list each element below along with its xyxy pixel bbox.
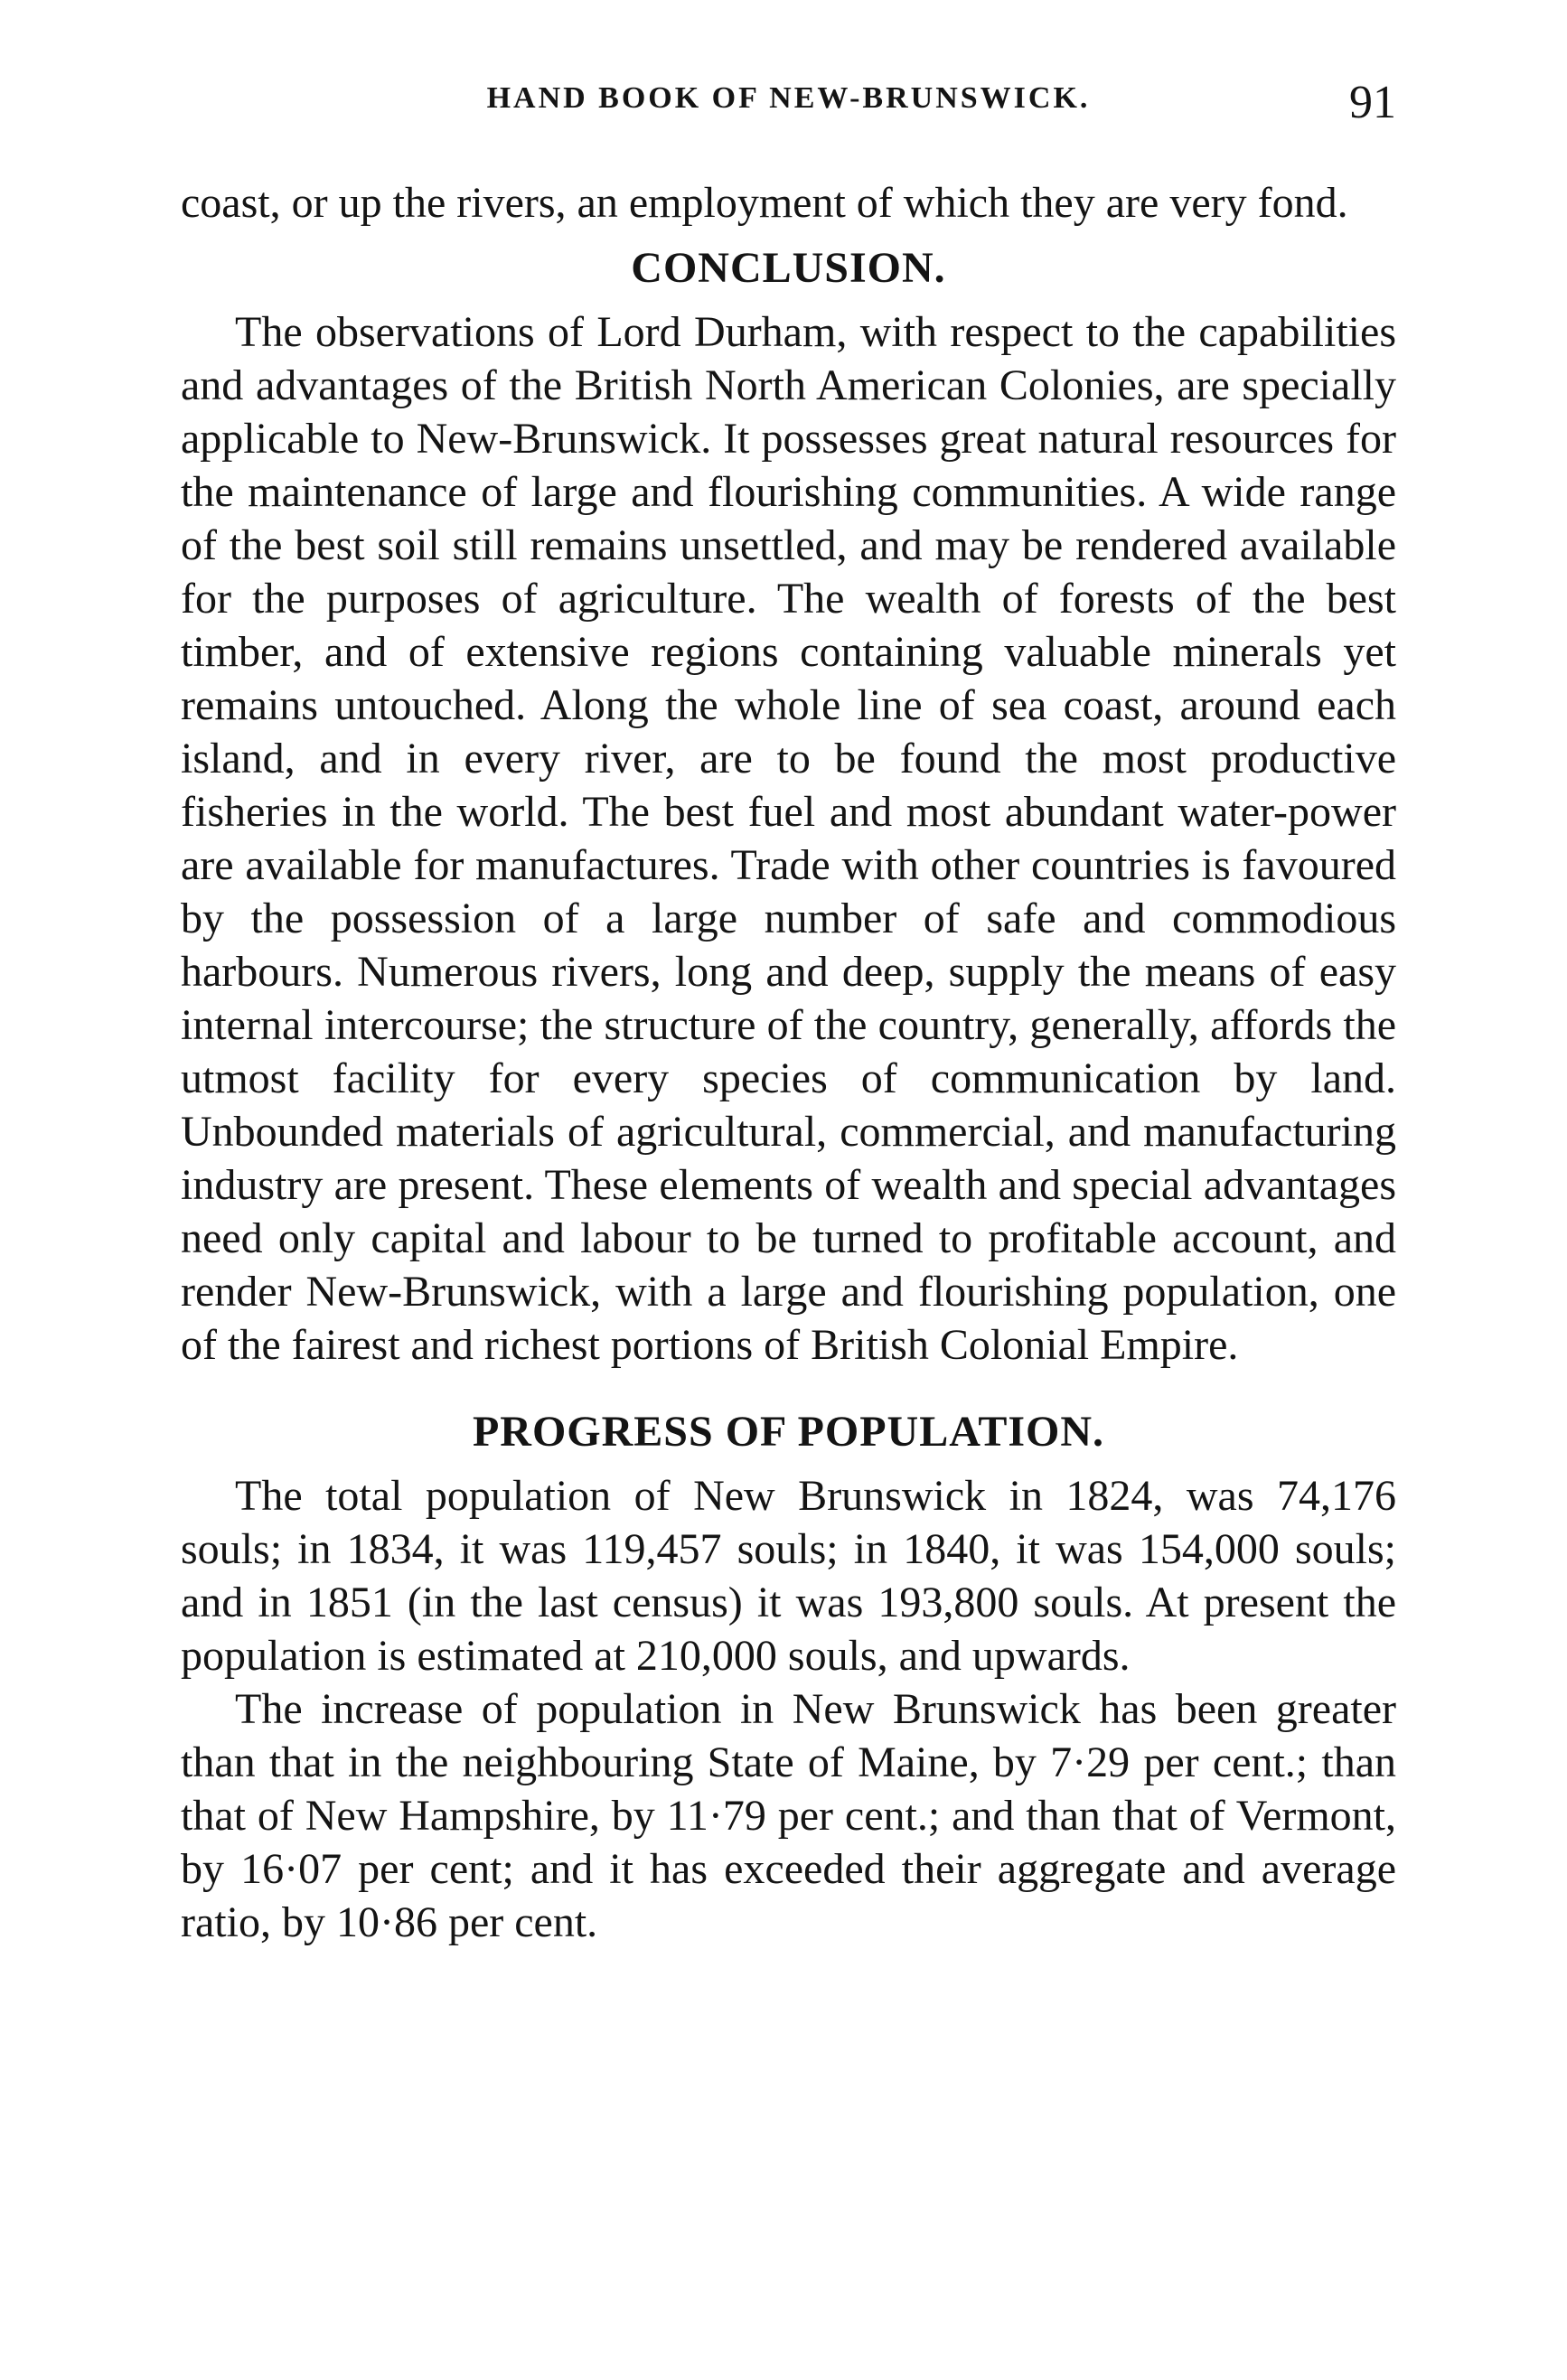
page-number: 91	[1349, 77, 1396, 128]
running-head	[181, 77, 1396, 136]
population-heading: PROGRESS OF POPULATION.	[472, 1408, 1105, 1456]
running-title: HAND BOOK OF NEW-BRUNSWICK.	[486, 81, 1091, 115]
conclusion-heading: CONCLUSION.	[631, 244, 946, 292]
population-increase-paragraph: The increase of population in New Brunswick has been greater than that in the neighbouring State of Maine, by 7·29 per cent.; than that of New Hampshire, by 11·79 per cent.; and than that of Vermont, by 16·07 per cent; and it has exceeded their aggregate and average ratio, by 10·86 per cent.	[181, 1685, 1396, 1946]
page-body	[181, 176, 1396, 1949]
opening-paragraph: coast, or up the rivers, an employment of which they are very fond.	[181, 179, 1348, 227]
population-paragraph: The total population of New Brunswick in 1824, was 74,176 souls; in 1834, it was 119,457 souls; in 1840, it was 154,000 souls; and in 1851 (in the last census) it was 193,800 souls. At present the population is estimated at 210,000 souls, and upwards.	[181, 1472, 1396, 1680]
conclusion-paragraph: The observations of Lord Durham, with respect to the capabilities and advantages of the British North American Colonies, are specially applicable to New-Brunswick. It possesses great natural resources for the maintenance of large and flourishing communities. A wide range of the best soil still remains unsettled, and may be rendered available for the purposes of agriculture. The wealth of forests of the best timber, and of extensive regions containing valuable minerals yet remains untouched. Along the whole line of sea coast, around each island, and in every river, are to be found the most productive fisheries in the world. The best fuel and most abundant water-power are available for manufactures. Trade with other countries is favoured by the possession of a large number of safe and commodious harbours. Numerous rivers, long and deep, supply the means of easy internal intercourse; the structure of the country, generally, affords the utmost facility for every species of communication by land. Unbounded materials of agricultural, commercial, and manufacturing industry are present. These elements of wealth and special advantages need only capital and labour to be turned to profitable account, and render New-Brunswick, with a large and flourishing population, one of the fairest and richest portions of British Colonial Empire.	[181, 308, 1396, 1369]
